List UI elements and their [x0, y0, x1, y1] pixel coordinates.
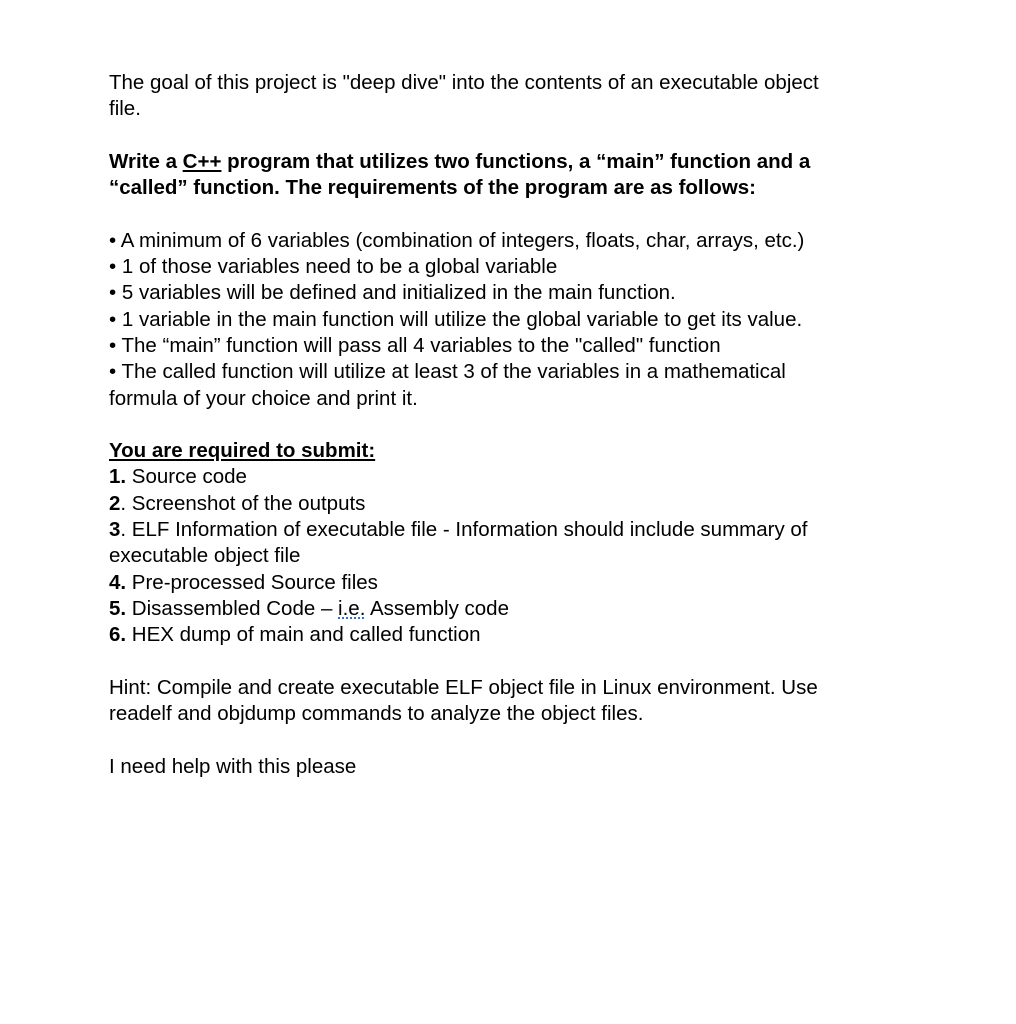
- spellcheck-marked-word: i.e.: [338, 596, 366, 620]
- submit-item-text: . Screenshot of the outputs: [120, 491, 366, 515]
- requirement-item-continuation: formula of your choice and print it.: [109, 386, 418, 410]
- closing-line: I need help with this please: [109, 754, 357, 778]
- submit-heading: You are required to submit:: [109, 439, 376, 463]
- task-line: [109, 149, 909, 175]
- task-line-rest: program that utilizes two functions, a “main” function and a: [221, 149, 811, 173]
- submit-item-number: 5.: [109, 596, 127, 620]
- paragraph-gap: [109, 123, 909, 149]
- paragraph-gap: [109, 727, 909, 753]
- paragraph-gap: [109, 201, 909, 227]
- submit-item: [109, 517, 909, 543]
- hint-paragraph: [109, 675, 909, 728]
- submit-item: [109, 622, 909, 648]
- submit-item-text: Pre-processed Source files: [126, 570, 378, 594]
- task-paragraph: [109, 149, 909, 202]
- submit-item-number: 3: [109, 518, 121, 542]
- requirements-list: [109, 228, 909, 412]
- submit-section: [109, 438, 909, 648]
- task-line: “called” function. The requirements of the program are as follows:: [109, 176, 757, 200]
- submit-item-number: 1.: [109, 465, 127, 489]
- submit-item-continuation: [109, 543, 909, 569]
- closing-paragraph: [109, 754, 909, 780]
- intro-paragraph: [109, 70, 909, 123]
- submit-item: [109, 570, 909, 596]
- submit-item-text: Disassembled Code –: [126, 596, 339, 620]
- requirement-item: • The “main” function will pass all 4 variables to the "called" function: [109, 333, 721, 357]
- submit-item: [109, 491, 909, 517]
- requirement-item: • 1 variable in the main function will utilize the global variable to get its value.: [109, 307, 803, 331]
- intro-line: file.: [109, 97, 141, 121]
- task-prefix: Write a: [109, 149, 183, 173]
- submit-item-text: Source code: [126, 465, 247, 489]
- requirement-item: • 1 of those variables need to be a global variable: [109, 255, 558, 279]
- submit-item-text: HEX dump of main and called function: [126, 623, 481, 647]
- submit-item-number: 6.: [109, 623, 127, 647]
- requirement-item: • 5 variables will be defined and initialized in the main function.: [109, 281, 676, 305]
- hint-line: readelf and objdump commands to analyze the object files.: [109, 702, 644, 726]
- intro-line: The goal of this project is "deep dive" into the contents of an executable object: [109, 71, 819, 94]
- submit-item-text: . ELF Information of executable file - Information should include summary of: [120, 518, 808, 542]
- document-page: [109, 70, 909, 780]
- submit-item: [109, 464, 909, 490]
- requirement-item: • The called function will utilize at least 3 of the variables in a mathematical: [109, 360, 786, 384]
- requirement-item: • A minimum of 6 variables (combination of integers, floats, char, arrays, etc.): [109, 228, 805, 252]
- paragraph-gap: [109, 412, 909, 438]
- submit-item-text: executable object file: [109, 544, 301, 568]
- hint-line: Hint: Compile and create executable ELF object file in Linux environment. Use: [109, 675, 818, 699]
- paragraph-gap: [109, 649, 909, 675]
- submit-item-number: 2: [109, 491, 121, 515]
- submit-item: [109, 596, 909, 622]
- language-name: C++: [182, 149, 222, 173]
- submit-item-text-after: Assembly code: [365, 596, 509, 620]
- submit-item-number: 4.: [109, 570, 127, 594]
